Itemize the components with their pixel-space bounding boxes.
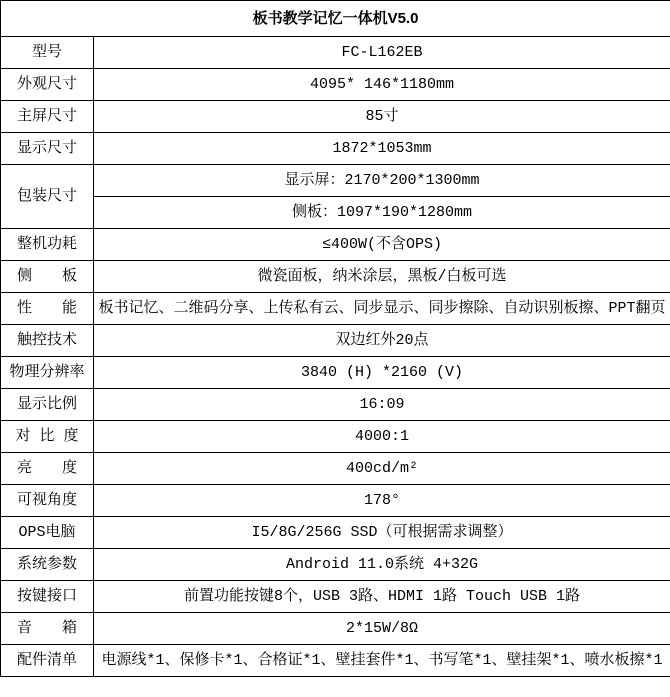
table-row — [1, 645, 670, 677]
spec-label: 物理分辨率 — [1, 357, 94, 389]
table-row — [1, 229, 670, 261]
table-row — [1, 165, 670, 197]
spec-value: 双边红外20点 — [94, 325, 670, 357]
spec-label: 主屏尺寸 — [1, 101, 94, 133]
table-row — [1, 133, 670, 165]
table-row — [1, 581, 670, 613]
spec-label: 音 箱 — [1, 613, 94, 645]
spec-label: 外观尺寸 — [1, 69, 94, 101]
page-title: 板书教学记忆一体机V5.0 — [1, 1, 670, 37]
spec-value: 微瓷面板，纳米涂层，黑板/白板可选 — [94, 261, 670, 293]
table-row — [1, 197, 670, 229]
spec-value: Android 11.0系统 4+32G — [94, 549, 670, 581]
spec-label: 整机功耗 — [1, 229, 94, 261]
spec-value: 16:09 — [94, 389, 670, 421]
table-row — [1, 293, 670, 325]
table-row — [1, 37, 670, 69]
spec-label: 系统参数 — [1, 549, 94, 581]
spec-value: 前置功能按键8个，USB 3路、HDMI 1路 Touch USB 1路 — [94, 581, 670, 613]
table-row — [1, 357, 670, 389]
table-row — [1, 517, 670, 549]
spec-label: 显示尺寸 — [1, 133, 94, 165]
spec-label: 触控技术 — [1, 325, 94, 357]
spec-value: ≤400W(不含OPS) — [94, 229, 670, 261]
spec-label: 包装尺寸 — [1, 165, 94, 229]
spec-value: I5/8G/256G SSD（可根据需求调整） — [94, 517, 670, 549]
spec-label: 侧 板 — [1, 261, 94, 293]
spec-label: 配件清单 — [1, 645, 94, 677]
spec-value: 85寸 — [94, 101, 670, 133]
table-row — [1, 421, 670, 453]
spec-label: 对 比 度 — [1, 421, 94, 453]
spec-label: 按键接口 — [1, 581, 94, 613]
table-row — [1, 485, 670, 517]
spec-label: 型号 — [1, 37, 94, 69]
spec-label: 亮 度 — [1, 453, 94, 485]
table-row — [1, 453, 670, 485]
spec-value: 4000:1 — [94, 421, 670, 453]
spec-value: 显示屏：2170*200*1300mm — [94, 165, 670, 197]
spec-label: 显示比例 — [1, 389, 94, 421]
spec-value: 400cd/m² — [94, 453, 670, 485]
title-row — [1, 1, 670, 37]
spec-value: 侧板：1097*190*1280mm — [94, 197, 670, 229]
spec-label: OPS电脑 — [1, 517, 94, 549]
spec-value: 板书记忆、二维码分享、上传私有云、同步显示、同步擦除、自动识别板擦、PPT翻页 — [94, 293, 670, 325]
spec-label: 性 能 — [1, 293, 94, 325]
table-row — [1, 69, 670, 101]
table-row — [1, 101, 670, 133]
spec-value: FC-L162EB — [94, 37, 670, 69]
table-row — [1, 389, 670, 421]
table-row — [1, 549, 670, 581]
spec-value: 3840 (H) *2160 (V) — [94, 357, 670, 389]
spec-value: 电源线*1、保修卡*1、合格证*1、壁挂套件*1、书写笔*1、壁挂架*1、喷水板擦*1 — [94, 645, 670, 677]
spec-value: 178° — [94, 485, 670, 517]
table-row — [1, 325, 670, 357]
table-row — [1, 613, 670, 645]
spec-value: 2*15W/8Ω — [94, 613, 670, 645]
spec-value: 1872*1053mm — [94, 133, 670, 165]
spec-label: 可视角度 — [1, 485, 94, 517]
spec-value: 4095* 146*1180mm — [94, 69, 670, 101]
table-row — [1, 261, 670, 293]
